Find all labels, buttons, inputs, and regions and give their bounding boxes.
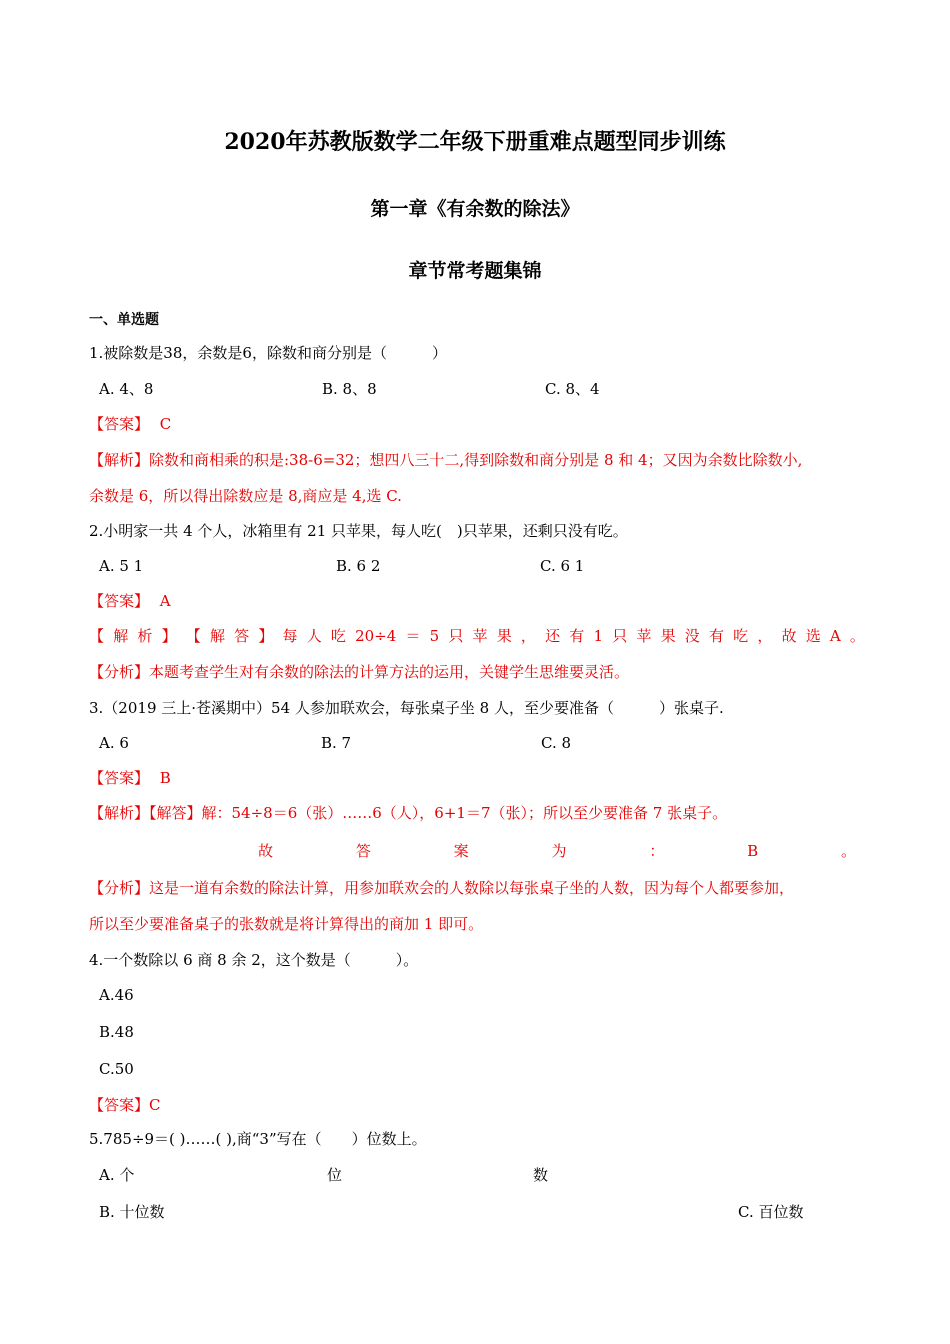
analysis-char: 没 (684, 627, 700, 645)
analysis-char: 只 (612, 627, 628, 645)
analysis-char: 有 (569, 627, 585, 645)
answer-tag: 【答案】 (89, 769, 150, 787)
answer-value: B (159, 769, 171, 787)
analysis-char: 5 (429, 627, 440, 645)
question-4-option-a: A.46 (99, 986, 134, 1004)
analysis-char: 果 (496, 627, 512, 645)
analysis-char: 答 (355, 842, 371, 860)
analysis-char: 】 (161, 627, 177, 645)
question-1-answer (89, 414, 171, 434)
question-5-option-a-part-3: 数 (533, 1166, 549, 1184)
question-3-fenxi-line-1: 【分析】这是一道有余数的除法计算，用参加联欢会的人数除以每张桌子坐的人数，因为每个人都要参加， (89, 879, 795, 897)
analysis-char: 故 (258, 842, 274, 860)
analysis-char: ， (757, 627, 773, 645)
analysis-char: ： (649, 842, 665, 860)
section-heading: 一、单选题 (89, 312, 159, 328)
analysis-char: 只 (448, 627, 464, 645)
analysis-char: ， (520, 627, 536, 645)
analysis-char: 。 (840, 842, 856, 860)
question-2-analysis (89, 626, 865, 646)
analysis-char: 为 (551, 842, 567, 860)
question-1-option-c: C. 8、4 (545, 380, 600, 398)
analysis-char: 。 (849, 627, 865, 645)
question-1-stem: 1.被除数是38，余数是6，除数和商分别是（ ） (89, 344, 447, 362)
analysis-char: 果 (660, 627, 676, 645)
analysis-char: 故 (781, 627, 797, 645)
question-2-option-a: A. 5 1 (99, 557, 144, 575)
analysis-char: B (747, 842, 759, 860)
question-3-fenxi-line-2: 所以至少要准备桌子的张数就是将计算得出的商加 1 即可。 (89, 915, 484, 933)
question-2-answer (89, 591, 171, 611)
question-2-option-b: B. 6 2 (336, 557, 381, 575)
section-subtitle: 章节常考题集锦 (408, 260, 542, 282)
analysis-char: 解 (113, 627, 129, 645)
question-4-answer: 【答案】C (89, 1096, 161, 1114)
question-5-stem: 5.785÷9＝( )……( ),商“3”写在（ ）位数上。 (89, 1130, 427, 1148)
question-2-stem: 2.小明家一共 4 个人，冰箱里有 21 只苹果，每人吃( )只苹果，还剩只没有吃。 (89, 522, 628, 540)
analysis-char: 苹 (472, 627, 488, 645)
analysis-char: 析 (137, 627, 153, 645)
analysis-char: 还 (545, 627, 561, 645)
question-3-stem: 3.（2019 三上·苍溪期中）54 人参加联欢会，每张桌子坐 8 人，至少要准备（ ）张桌子. (89, 699, 724, 717)
analysis-char: 案 (453, 842, 469, 860)
analysis-char: 】 (258, 627, 274, 645)
question-2-option-c: C. 6 1 (540, 557, 585, 575)
analysis-char: 20÷4 (355, 627, 397, 645)
analysis-char: ＝ (405, 627, 421, 645)
analysis-char: 每 (282, 627, 298, 645)
question-4-option-c: C.50 (99, 1060, 134, 1078)
question-1-analysis-line-2: 余数是 6，所以得出除数应是 8,商应是 4,选 C. (89, 487, 402, 505)
question-1-analysis-line-1: 【解析】除数和商相乘的积是:38-6=32；想四八三十二,得到除数和商分别是 8 和 4；又因为余数比除数小, (89, 451, 803, 469)
question-3-answer (89, 768, 171, 788)
analysis-char: 选 (805, 627, 821, 645)
question-1-option-b: B. 8、8 (322, 380, 377, 398)
answer-tag: 【答案】 (89, 415, 150, 433)
question-5-option-b: B. 十位数 (99, 1203, 165, 1221)
analysis-char: 人 (306, 627, 322, 645)
question-5-option-c: C. 百位数 (738, 1203, 804, 1221)
analysis-char: 苹 (636, 627, 652, 645)
analysis-char: 解 (209, 627, 225, 645)
analysis-char: 1 (593, 627, 604, 645)
analysis-char: 答 (234, 627, 250, 645)
question-4-stem: 4.一个数除以 6 商 8 余 2，这个数是（ ）。 (89, 951, 419, 969)
analysis-char: A (829, 627, 841, 645)
question-3-analysis-line-2 (258, 841, 856, 861)
question-3-analysis-line-1: 【解析】【解答】解：54÷8＝6（张）……6（人），6+1＝7（张）；所以至少要准备 7 张桌子。 (89, 804, 728, 822)
question-5-option-a-part-2: 位 (327, 1166, 343, 1184)
answer-tag: 【答案】 (89, 592, 150, 610)
question-5-option-a-part-1: A. 个 (99, 1166, 135, 1184)
document-title: 2020年苏教版数学二年级下册重难点题型同步训练 (224, 129, 726, 155)
analysis-char: 有 (708, 627, 724, 645)
analysis-char: 【 (89, 627, 105, 645)
analysis-char: 吃 (733, 627, 749, 645)
analysis-char: 吃 (330, 627, 346, 645)
analysis-char: 【 (185, 627, 201, 645)
question-2-fenxi: 【分析】本题考查学生对有余数的除法的计算方法的运用，关键学生思维要灵活。 (89, 663, 630, 681)
question-4-option-b: B.48 (99, 1023, 134, 1041)
chapter-title: 第一章《有余数的除法》 (370, 198, 580, 220)
answer-value: C (159, 415, 172, 433)
question-3-option-a: A. 6 (99, 734, 129, 752)
answer-value: A (159, 592, 171, 610)
question-3-option-c: C. 8 (541, 734, 572, 752)
question-1-option-a: A. 4、8 (99, 380, 154, 398)
question-3-option-b: B. 7 (321, 734, 352, 752)
